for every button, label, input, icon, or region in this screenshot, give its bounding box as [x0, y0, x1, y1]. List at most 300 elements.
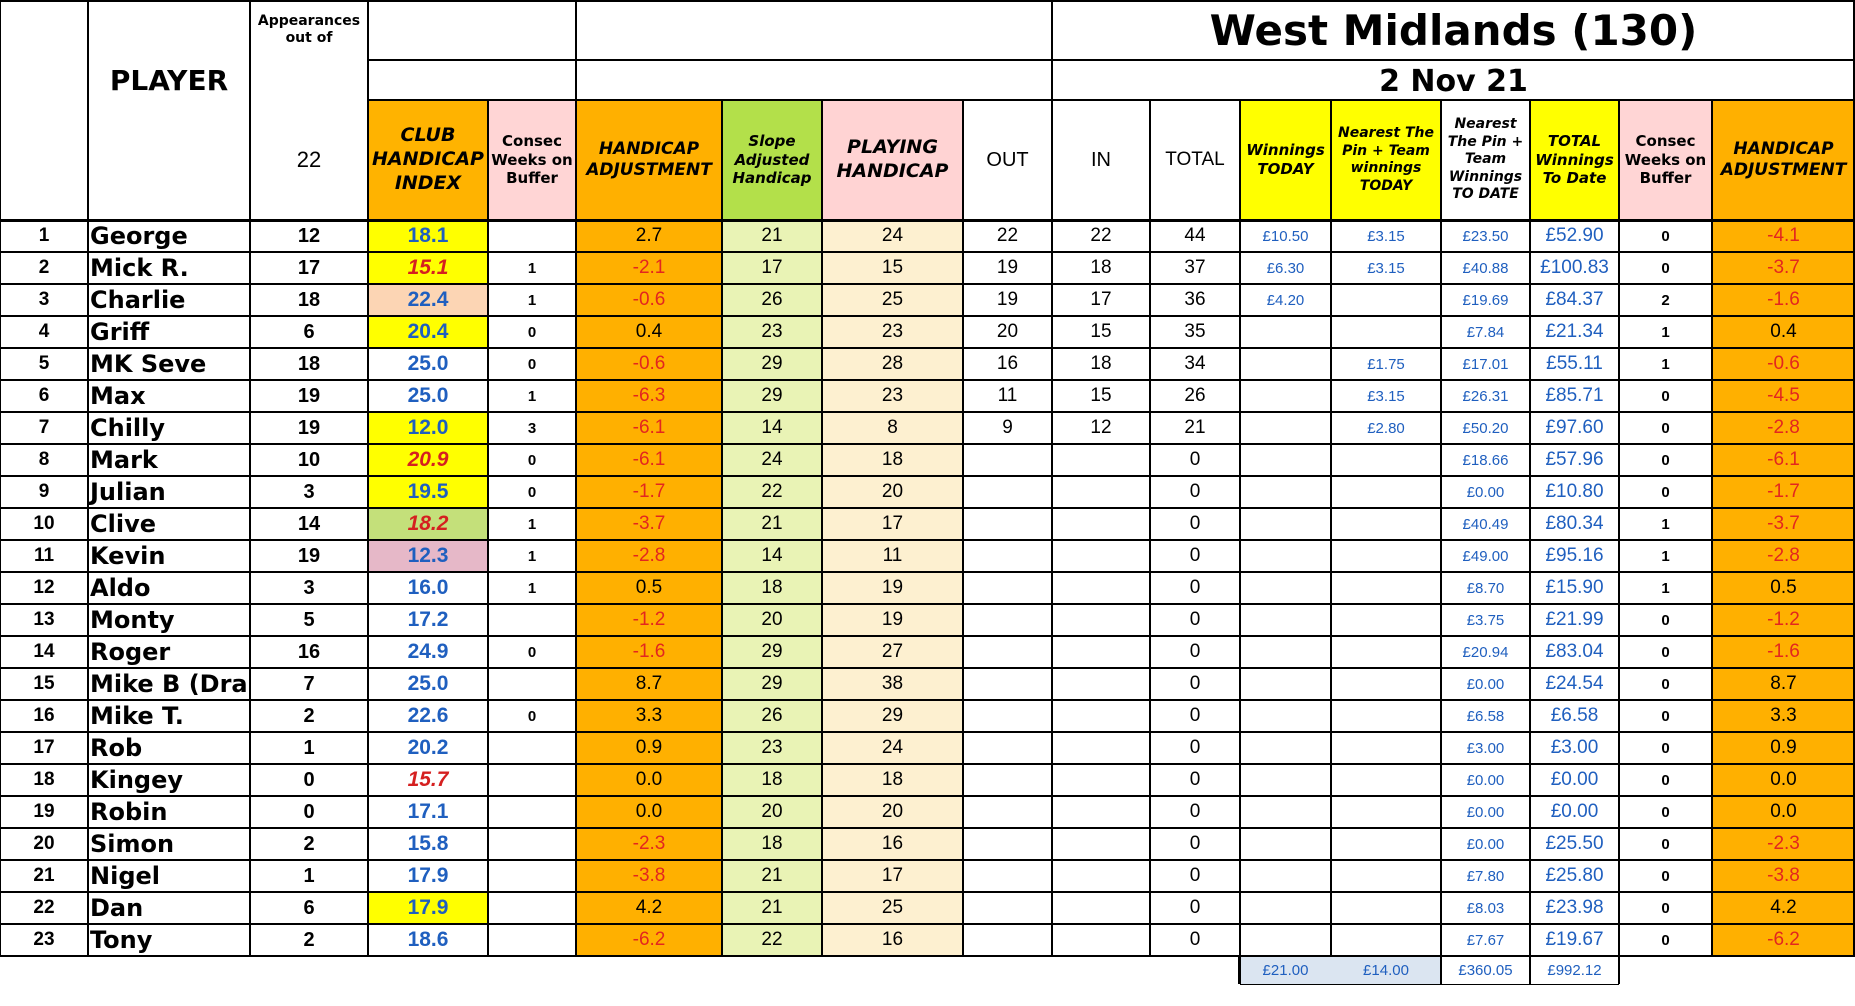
winnings-today [1240, 316, 1331, 348]
consec-weeks: 1 [527, 291, 537, 309]
ntp-today-header: Nearest The Pin + Team winnings TODAY [1331, 100, 1441, 220]
player-name: Mark [90, 446, 158, 474]
ntp-todate: £40.88 [1462, 259, 1509, 277]
score-in: 18 [1090, 353, 1112, 374]
grid-line [0, 923, 1855, 925]
grid-line [0, 891, 1855, 893]
score-out [963, 860, 1052, 892]
ntp-today [1331, 284, 1441, 316]
handicap-adjustment-2: 0.4 [1712, 316, 1855, 348]
slope-handicap: 14 [722, 412, 822, 444]
score-in [1052, 892, 1150, 924]
grid-line [0, 955, 1855, 957]
score-out: 22 [996, 225, 1019, 246]
ntp-today [1331, 476, 1441, 508]
handicap-adjustment-2: -6.1 [1712, 444, 1855, 476]
consec-weeks-2: 0 [1661, 451, 1670, 469]
winnings-today [1240, 604, 1331, 636]
consec-weeks-2: 0 [1661, 803, 1670, 821]
handicap-adjustment-2: -0.6 [1712, 348, 1855, 380]
total-winnings: £80.34 [1545, 513, 1604, 534]
handicap-adjustment-2: 0.0 [1712, 796, 1855, 828]
club-index: 17.2 [407, 608, 449, 631]
grid-line [1051, 0, 1053, 956]
appearances: 6 [303, 896, 315, 919]
consec-weeks: 1 [527, 259, 537, 277]
total-winnings: £57.96 [1545, 449, 1604, 470]
grid-line [1238, 956, 1240, 984]
score-out: 19 [996, 257, 1019, 278]
score-out [963, 636, 1052, 668]
player-name: Dan [90, 894, 144, 922]
player-name: Rob [90, 734, 143, 762]
handicap-adjustment: 2.7 [576, 220, 722, 252]
score-total: 0 [1189, 897, 1201, 918]
score-in [1052, 604, 1150, 636]
appearances: 18 [297, 352, 321, 375]
handicap-adjustment: 0.9 [576, 732, 722, 764]
player-name: George [90, 222, 188, 250]
appearances: 2 [303, 832, 315, 855]
score-total: 35 [1184, 321, 1206, 342]
score-in [1052, 860, 1150, 892]
club-index: 22.6 [407, 704, 449, 727]
total-winnings: £21.34 [1545, 321, 1604, 342]
total-winnings: £100.83 [1540, 257, 1609, 278]
player-name: Roger [90, 638, 171, 666]
consec-weeks [488, 796, 576, 828]
consec-weeks: 1 [527, 515, 537, 533]
score-out [963, 572, 1052, 604]
score-out: 9 [1002, 417, 1013, 438]
total-winnings-todate: £992.12 [1547, 961, 1602, 979]
handicap-adjustment-2: -6.2 [1712, 924, 1855, 956]
consec-weeks-2: 0 [1661, 931, 1670, 949]
score-in: 15 [1090, 321, 1112, 342]
handicap-adjustment-2: -1.6 [1712, 284, 1855, 316]
ntp-today [1331, 444, 1441, 476]
grid-line [1440, 956, 1442, 984]
ntp-todate: £18.66 [1462, 451, 1509, 469]
score-out [963, 540, 1052, 572]
handicap-adjustment-2: -3.7 [1712, 508, 1855, 540]
consec-weeks-2: 0 [1661, 611, 1670, 629]
consec-weeks [488, 732, 576, 764]
score-in: 18 [1090, 257, 1112, 278]
grid-line [0, 507, 1855, 509]
handicap-adjustment: -0.6 [576, 348, 722, 380]
ntp-todate: £0.00 [1466, 483, 1505, 501]
consec-weeks-2: 0 [1661, 227, 1670, 245]
club-index: 12.3 [368, 540, 488, 572]
score-out [963, 700, 1052, 732]
ntp-todate: £7.67 [1466, 931, 1505, 949]
winnings-today: £4.20 [1266, 291, 1305, 309]
score-out [963, 508, 1052, 540]
appearances: 1 [303, 736, 315, 759]
club-index: 24.9 [407, 640, 449, 663]
total-winnings: £0.00 [1550, 769, 1599, 790]
slope-handicap: 21 [722, 508, 822, 540]
grid-line [0, 603, 1855, 605]
appearances: 19 [297, 416, 321, 439]
ntp-today [1331, 764, 1441, 796]
appearances-label: Appearances out of [257, 12, 361, 46]
player-name: Charlie [90, 286, 186, 314]
winnings-today [1240, 508, 1331, 540]
grid-line [368, 99, 1855, 101]
ntp-today [1331, 636, 1441, 668]
winnings-today [1240, 732, 1331, 764]
playing-handicap: 19 [822, 572, 963, 604]
ntp-todate-header: Nearest The Pin + Team Winnings TO DATE [1447, 116, 1524, 203]
player-name: Clive [90, 510, 156, 538]
row-number: 7 [38, 417, 50, 438]
total-winnings: £6.58 [1550, 705, 1599, 726]
handicap-adjustment: 0.0 [576, 796, 722, 828]
handicap-adjustment: 0.4 [576, 316, 722, 348]
ntp-todate: £0.00 [1466, 771, 1505, 789]
player-name: Max [90, 382, 146, 410]
playing-handicap: 17 [822, 508, 963, 540]
total-winnings: £3.00 [1550, 737, 1599, 758]
slope-handicap: 23 [722, 316, 822, 348]
score-total: 34 [1184, 353, 1206, 374]
consec-weeks: 0 [527, 483, 537, 501]
total-winnings: £23.98 [1545, 897, 1604, 918]
sheet-title: West Midlands (130) [1209, 5, 1698, 55]
grid-line [0, 379, 1855, 381]
player-name: Monty [90, 606, 175, 634]
appearances-total: 22 [296, 147, 322, 172]
consec-weeks [488, 924, 576, 956]
winnings-today [1240, 860, 1331, 892]
total-winnings: £52.90 [1545, 225, 1604, 246]
club-index: 15.8 [407, 832, 449, 855]
ntp-todate: £7.80 [1466, 867, 1505, 885]
club-index: 25.0 [407, 352, 449, 375]
ntp-today: £1.75 [1367, 355, 1405, 373]
handicap-adjustment: 0.0 [576, 764, 722, 796]
consec-weeks-2: 0 [1661, 739, 1670, 757]
ntp-todate: £50.20 [1462, 419, 1509, 437]
score-out [963, 444, 1052, 476]
appearances: 0 [303, 768, 315, 791]
score-total: 26 [1184, 385, 1206, 406]
appearances: 10 [297, 448, 321, 471]
club-index: 17.9 [368, 892, 488, 924]
playing-handicap: 8 [822, 412, 963, 444]
row-number: 3 [38, 289, 50, 310]
grid-line [87, 0, 89, 956]
playing-handicap: 25 [822, 284, 963, 316]
ntp-today [1331, 892, 1441, 924]
row-number: 2 [38, 257, 50, 278]
player-name: Mike T. [90, 702, 184, 730]
grid-line [0, 731, 1855, 733]
score-out [963, 924, 1052, 956]
score-total: 0 [1189, 737, 1201, 758]
winnings-today-header: Winnings TODAY [1240, 100, 1331, 220]
slope-handicap: 24 [722, 444, 822, 476]
slope-handicap: 18 [722, 764, 822, 796]
club-index: 18.1 [368, 220, 488, 252]
handicap-adjustment: 8.7 [576, 668, 722, 700]
playing-handicap: 25 [822, 892, 963, 924]
club-index: 17.1 [407, 800, 449, 823]
score-in [1052, 924, 1150, 956]
winnings-today [1240, 412, 1331, 444]
total-winnings: £25.80 [1545, 865, 1604, 886]
handicap-adjustment: 3.3 [576, 700, 722, 732]
playing-handicap: 18 [822, 444, 963, 476]
consec-weeks-2: 1 [1661, 355, 1670, 373]
player-name: Mick R. [90, 254, 189, 282]
grid-line [0, 859, 1855, 861]
appearances: 3 [303, 576, 315, 599]
row-number: 12 [33, 577, 55, 598]
player-name: Griff [90, 318, 150, 346]
player-name: Mike B (Dra [90, 670, 248, 698]
handicap-adjustment-2: 0.9 [1712, 732, 1855, 764]
grid-line [0, 539, 1855, 541]
row-number: 10 [33, 513, 55, 534]
score-total: 0 [1189, 545, 1201, 566]
club-index: 20.4 [368, 316, 488, 348]
handicap-adjustment: -2.8 [576, 540, 722, 572]
row-number: 15 [33, 673, 55, 694]
grid-line [0, 347, 1855, 349]
grid-line [1618, 956, 1620, 984]
ntp-today: £3.15 [1367, 227, 1405, 245]
consec-weeks-2: 1 [1661, 323, 1670, 341]
winnings-today [1240, 924, 1331, 956]
score-in: 22 [1090, 225, 1112, 246]
row-number: 20 [33, 833, 55, 854]
score-in [1052, 700, 1150, 732]
winnings-today [1240, 700, 1331, 732]
ntp-today [1331, 508, 1441, 540]
ntp-todate: £26.31 [1462, 387, 1509, 405]
total-winnings: £85.71 [1545, 385, 1604, 406]
slope-handicap: 26 [722, 284, 822, 316]
score-in [1052, 540, 1150, 572]
score-total: 0 [1189, 801, 1201, 822]
ntp-today [1331, 924, 1441, 956]
grid-line [368, 59, 1855, 61]
score-out: 16 [996, 353, 1019, 374]
grid-line [575, 0, 577, 956]
row-number: 18 [33, 769, 55, 790]
score-total: 36 [1184, 289, 1206, 310]
playing-header: PLAYING HANDICAP [822, 100, 963, 220]
slope-handicap: 21 [722, 860, 822, 892]
score-out [963, 668, 1052, 700]
appearances: 3 [303, 480, 315, 503]
playing-handicap: 24 [822, 732, 963, 764]
club-index: 16.0 [407, 576, 449, 599]
slope-handicap: 17 [722, 252, 822, 284]
appearances: 16 [297, 640, 321, 663]
row-number: 14 [33, 641, 55, 662]
score-total: 0 [1189, 833, 1201, 854]
consec-weeks-2: 0 [1661, 675, 1670, 693]
row-number: 23 [33, 929, 55, 950]
appearances: 1 [303, 864, 315, 887]
playing-handicap: 20 [822, 796, 963, 828]
slope-handicap: 26 [722, 700, 822, 732]
handicap-adjustment: -6.3 [576, 380, 722, 412]
consec-weeks-2: 1 [1661, 579, 1670, 597]
consec-weeks [488, 828, 576, 860]
row-number: 9 [38, 481, 50, 502]
consec-weeks: 1 [527, 547, 537, 565]
appearances: 0 [303, 800, 315, 823]
adjustment2-header: HANDICAP ADJUSTMENT [1712, 100, 1855, 220]
score-out: 20 [996, 321, 1019, 342]
ntp-today [1331, 700, 1441, 732]
appearances: 5 [303, 608, 315, 631]
ntp-today [1331, 572, 1441, 604]
score-total: 0 [1189, 769, 1201, 790]
score-total: 0 [1189, 513, 1201, 534]
score-out [963, 764, 1052, 796]
handicap-adjustment-2: 4.2 [1712, 892, 1855, 924]
playing-handicap: 11 [822, 540, 963, 572]
score-total: 37 [1184, 257, 1206, 278]
appearances: 2 [303, 704, 315, 727]
out-header: OUT [986, 148, 1029, 171]
total-winnings: £19.67 [1545, 929, 1604, 950]
ntp-today [1331, 668, 1441, 700]
consec-weeks-2: 1 [1661, 515, 1670, 533]
score-out [963, 796, 1052, 828]
handicap-adjustment: -2.1 [576, 252, 722, 284]
score-out: 19 [996, 289, 1019, 310]
slope-handicap: 22 [722, 924, 822, 956]
appearances: 7 [303, 672, 315, 695]
playing-handicap: 15 [822, 252, 963, 284]
sheet-date: 2 Nov 21 [1379, 63, 1528, 99]
row-number: 19 [33, 801, 55, 822]
winnings-today: £10.50 [1262, 227, 1309, 245]
player-name: Kingey [90, 766, 184, 794]
consec-weeks-2: 0 [1661, 835, 1670, 853]
consec-weeks: 0 [527, 323, 537, 341]
score-out [963, 732, 1052, 764]
score-out: 11 [997, 385, 1018, 406]
total-ntp-todate: £360.05 [1458, 961, 1513, 979]
grid-line [0, 0, 1, 956]
player-name: Nigel [90, 862, 160, 890]
ntp-todate: £8.03 [1466, 899, 1505, 917]
row-number: 5 [38, 353, 50, 374]
score-in: 12 [1090, 417, 1112, 438]
slope-handicap: 20 [722, 604, 822, 636]
score-total: 0 [1189, 449, 1201, 470]
score-in: 15 [1090, 385, 1112, 406]
row-number: 21 [33, 865, 55, 886]
handicap-adjustment-2: 0.0 [1712, 764, 1855, 796]
score-in [1052, 636, 1150, 668]
row-number: 1 [38, 225, 50, 246]
appearances: 17 [297, 256, 321, 279]
slope-handicap: 29 [722, 348, 822, 380]
score-total: 44 [1184, 225, 1206, 246]
ntp-today [1331, 540, 1441, 572]
handicap-adjustment: -6.1 [576, 412, 722, 444]
winnings-today: £6.30 [1266, 259, 1305, 277]
slope-handicap: 22 [722, 476, 822, 508]
grid-line [0, 315, 1855, 317]
handicap-adjustment-2: -1.2 [1712, 604, 1855, 636]
handicap-adjustment: -6.1 [576, 444, 722, 476]
ntp-todate: £7.84 [1466, 323, 1505, 341]
grid-line [0, 0, 1855, 2]
total-winnings-today: £21.00 [1240, 956, 1331, 984]
consec-weeks: 1 [527, 579, 537, 597]
consec-weeks-2: 0 [1661, 707, 1670, 725]
total-header: TOTAL [1165, 149, 1225, 170]
playing-handicap: 23 [822, 316, 963, 348]
score-out [963, 892, 1052, 924]
consec-weeks: 0 [527, 707, 537, 725]
winnings-today [1240, 796, 1331, 828]
row-number: 4 [38, 321, 50, 342]
score-out [963, 604, 1052, 636]
consec-weeks-2: 0 [1661, 643, 1670, 661]
ntp-today [1331, 828, 1441, 860]
player-header: PLAYER [109, 63, 229, 97]
ntp-today: £2.80 [1367, 419, 1405, 437]
consec2-header: Consec Weeks on Buffer [1619, 100, 1712, 220]
player-name: Simon [90, 830, 175, 858]
consec-weeks-2: 0 [1661, 259, 1670, 277]
score-total: 21 [1184, 417, 1206, 438]
ntp-todate: £6.58 [1466, 707, 1505, 725]
playing-handicap: 20 [822, 476, 963, 508]
total-winnings: £25.50 [1545, 833, 1604, 854]
handicap-adjustment: -1.6 [576, 636, 722, 668]
grid-line [0, 411, 1855, 413]
winnings-today [1240, 380, 1331, 412]
consec-weeks-2: 2 [1661, 291, 1670, 309]
handicap-adjustment: -1.2 [576, 604, 722, 636]
ntp-todate: £23.50 [1462, 227, 1509, 245]
slope-handicap: 29 [722, 380, 822, 412]
grid-line [0, 699, 1855, 701]
grid-line [0, 251, 1855, 253]
score-total: 0 [1189, 705, 1201, 726]
grid-line [1240, 984, 1619, 985]
score-in [1052, 764, 1150, 796]
playing-handicap: 18 [822, 764, 963, 796]
playing-handicap: 16 [822, 924, 963, 956]
club-index: 17.9 [407, 864, 449, 887]
handicap-adjustment: 0.5 [576, 572, 722, 604]
grid-line [0, 283, 1855, 285]
consec-weeks-2: 0 [1661, 899, 1670, 917]
club-index: 20.9 [368, 444, 488, 476]
consec-weeks-2: 1 [1661, 547, 1670, 565]
grid-line [0, 635, 1855, 637]
playing-handicap: 38 [822, 668, 963, 700]
grid-line [0, 443, 1855, 445]
handicap-adjustment: -0.6 [576, 284, 722, 316]
handicap-adjustment: 4.2 [576, 892, 722, 924]
ntp-today: £3.15 [1367, 259, 1405, 277]
consec-weeks [488, 668, 576, 700]
